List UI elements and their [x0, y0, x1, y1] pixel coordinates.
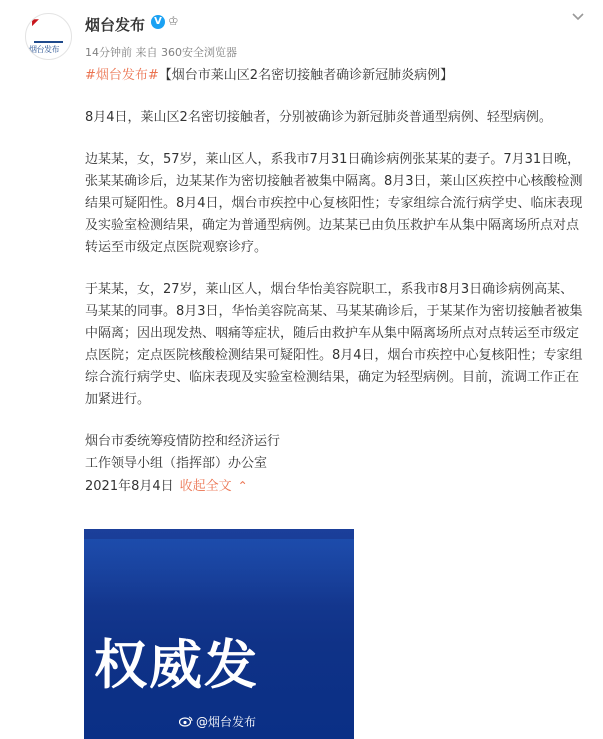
source-prefix: 来自 [135, 46, 158, 59]
chevron-down-icon[interactable] [571, 10, 585, 24]
post-meta [85, 44, 237, 60]
avatar-caption: 烟台发布 [29, 45, 59, 54]
paragraph-2: 边某某，女，57岁，莱山区人，系我市7月31日确诊病例张某某的妻子。7月31日晚，张某某确诊后，边某某作为密切接触者被集中隔离。8月3日，莱山区疾控中心核酸检测结果可疑阳性。8月4日，烟台市疾控中心复核阳性；专家组综合流行病学史、临床表现及实验室检测结果，确定为普通型病例。边某某已由负压救护车从集中隔离场所点对点转运至市级定点医院观察诊疗。 [85, 152, 583, 255]
logo-wave-icon [34, 35, 63, 43]
post-headline [85, 65, 585, 87]
member-crown-icon: ♔ [168, 14, 179, 28]
image-highlight [84, 539, 354, 605]
post-date: 2021年8月4日 [85, 479, 174, 494]
collapse-button[interactable]: 收起全文 [179, 479, 232, 494]
author-name[interactable]: 烟台发布 [85, 16, 146, 34]
watermark-text: @烟台发布 [196, 715, 257, 729]
logo-mark-icon: ◤ [32, 18, 39, 28]
signature-line-1: 烟台市委统筹疫情防控和经济运行 [85, 434, 281, 449]
image-watermark [179, 713, 256, 730]
paragraph-3: 于某某，女，27岁，莱山区人，烟台华怡美容院职工，系我市8月3日确诊病例高某、马某某的同事。8月3日，华怡美容院高某、马某某确诊后，于某某作为密切接触者被集中隔离；因出现发热、咽痛等症状，随后由救护车从集中隔离场所点对点转运至市级定点医院；定点医院核酸检测结果可疑阳性。8月4日，烟台市疾控中心复核阳性；专家组综合流行病学史、临床表现及实验室检测结果，确定为轻型病例。目前，流调工作正在加紧进行。 [85, 282, 583, 407]
signature-line-2: 工作领导小组（指挥部）办公室 [85, 456, 268, 471]
paragraph-1: 8月4日，莱山区2名密切接触者，分别被确诊为新冠肺炎普通型病例、轻型病例。 [85, 110, 552, 125]
post-image[interactable] [84, 529, 354, 739]
post-title: 【烟台市莱山区2名密切接触者确诊新冠肺炎病例】 [158, 68, 454, 83]
chevron-up-icon[interactable]: ⌃ [237, 479, 248, 493]
post-source: 360安全浏览器 [161, 46, 237, 59]
weibo-logo-icon [179, 716, 193, 727]
author-avatar[interactable] [25, 13, 72, 60]
post-footer [85, 475, 585, 498]
image-headline: 权威发 [94, 635, 259, 696]
post-body [85, 65, 585, 498]
post-time[interactable]: 14分钟前 [85, 46, 132, 59]
topic-link[interactable]: #烟台发布# [85, 68, 159, 83]
verified-icon: V [151, 15, 165, 29]
